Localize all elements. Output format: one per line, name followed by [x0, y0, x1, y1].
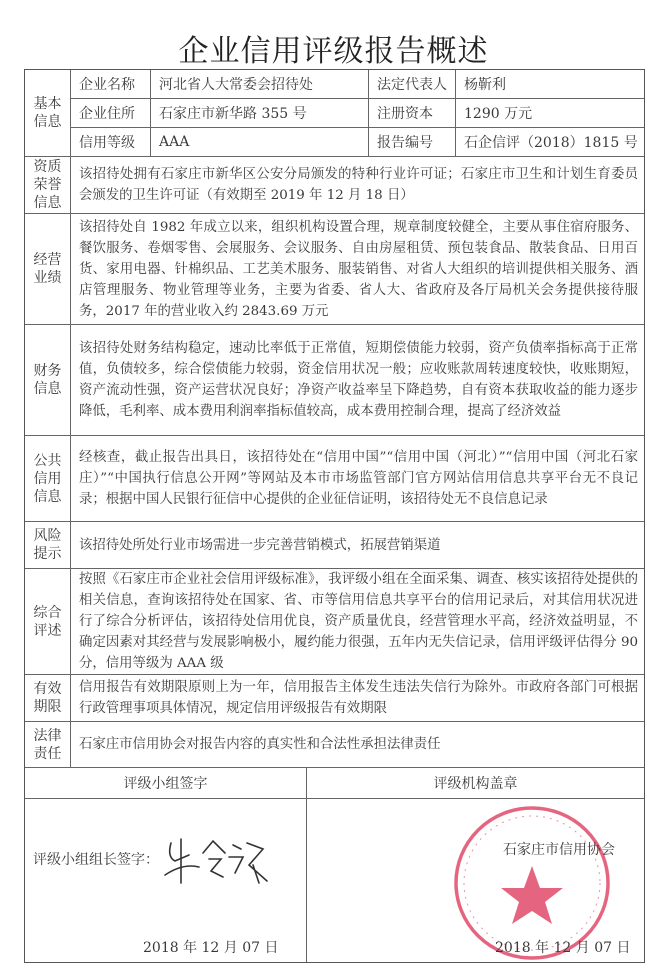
signature-header-row	[25, 767, 644, 798]
basic-info-section	[25, 70, 644, 156]
public-credit-section	[25, 435, 644, 521]
section-label: 风险提示	[25, 522, 71, 568]
address-value: 石家庄市新华路 355 号	[151, 99, 369, 127]
signature-row	[25, 798, 644, 962]
field-label: 法定代表人	[369, 70, 456, 98]
report-table	[24, 69, 645, 963]
section-text: 该招待处财务结构稳定，速动比率低于正常值，短期偿债能力较弱，资产负债率指标高于正常值，负债较多，综合偿债能力较弱，资金信用状况一般；应收账款周转速度较快，收账期短，资产流动性强，资产运营状况良好；净资产收益率呈下降趋势，自有资本获取收益的能力逐步降低，毛利率、成本费用利润率指标值较高，成本费用控制合理，提高了经济效益	[79, 341, 638, 419]
signature-header: 评级小组签字	[25, 768, 307, 798]
section-text: 信用报告有效期限原则上为一年，信用报告主体发生违法失信行为除外。市政府各部门可根据行政管理事项具体情况，规定信用评级报告有效期限	[79, 680, 638, 716]
field-label: 报告编号	[369, 128, 456, 156]
summary-section	[25, 568, 644, 674]
legal-section	[25, 721, 644, 767]
rating-org-name: 石家庄市信用协会	[503, 842, 615, 858]
section-label: 资质荣誉信息	[25, 157, 71, 213]
section-text: 经核查，截止报告出具日，该招待处在“信用中国”“信用中国（河北）”“信用中国（河北石家庄）”“中国执行信息公开网”等网站及本市市场监管部门官方网站信用信息共享平台无不良记录；根据中国人民银行征信中心提供的企业征信证明，该招待处无不良信息记录	[79, 450, 638, 507]
risk-section	[25, 521, 644, 568]
table-row	[71, 127, 644, 156]
report-number-value: 石企信评（2018）1815 号	[464, 135, 638, 151]
section-label: 财务信息	[25, 325, 71, 435]
field-label: 企业名称	[71, 70, 151, 98]
section-label: 公共信用信息	[25, 436, 71, 521]
company-name-value: 河北省人大常委会招待处	[151, 70, 369, 98]
section-label: 经营业绩	[25, 214, 71, 324]
capital-value: 1290 万元	[464, 106, 533, 122]
page-title: 企业信用评级报告概述	[178, 34, 489, 69]
section-text: 该招待处所处行业市场需进一步完善营销模式，拓展营销渠道	[79, 537, 441, 553]
seal-header: 评级机构盖章	[433, 776, 518, 792]
business-section	[25, 213, 644, 324]
section-label: 综合评述	[25, 569, 71, 674]
section-text: 按照《石家庄市企业社会信用评级标准》，我评级小组在全面采集、调查、核实该招待处提供的相关信息，查询该招待处在国家、省、市等信用信息共享平台的信用记录后，对其信用状况进行了综合分析评估，该招待处信用优良，资产质量优良，经营管理水平高，经济效益明显，不确定因素对其经营与发展影响极小，履约能力很强，五年内无失信记录，信用评级评估得分 90 分，信用等级为 AAA 级	[79, 572, 638, 671]
section-text: 该招待处拥有石家庄市新华区公安分局颁发的特种行业许可证；石家庄市卫生和计划生育委员会颁发的卫生许可证（有效期至 2019 年 12 月 18 日）	[79, 167, 638, 203]
leader-signature-label: 评级小组组长签字：	[33, 852, 159, 868]
credit-grade-value: AAA	[151, 128, 369, 156]
field-label: 信用等级	[71, 128, 151, 156]
section-label: 有效期限	[25, 675, 71, 721]
table-row	[71, 98, 644, 127]
finance-section	[25, 324, 644, 435]
qualification-section	[25, 156, 644, 213]
handwritten-signature-icon	[163, 835, 273, 887]
section-label: 基本信息	[25, 70, 71, 156]
legal-rep-value: 杨靳利	[464, 77, 506, 93]
field-label: 注册资本	[369, 99, 456, 127]
field-label: 企业住所	[71, 99, 151, 127]
section-label: 法律责任	[25, 722, 71, 767]
section-text: 石家庄市信用协会对报告内容的真实性和合法性承担法律责任	[79, 737, 441, 752]
signature-date: 2018 年 12 月 07 日	[143, 940, 279, 956]
seal-date: 2018 年 12 月 07 日	[495, 940, 631, 956]
table-row	[71, 70, 644, 98]
section-text: 该招待处自 1982 年成立以来，组织机构设置合理，规章制度较健全，主要从事住宿府服务、餐饮服务、卷烟零售、会展服务、会议服务、自由房屋租赁、预包装食品、散装食品、日用百货、家用电器、针棉织品、工艺美术服务、服装销售、对省人大组织的培训提供相关服务、酒店管理服务、物业管理等业务，主要为省委、省人大、省政府及各厅局机关会务提供接待服务，2017 年的营业收入约 2843.69 万元	[79, 219, 638, 319]
validity-section	[25, 674, 644, 721]
